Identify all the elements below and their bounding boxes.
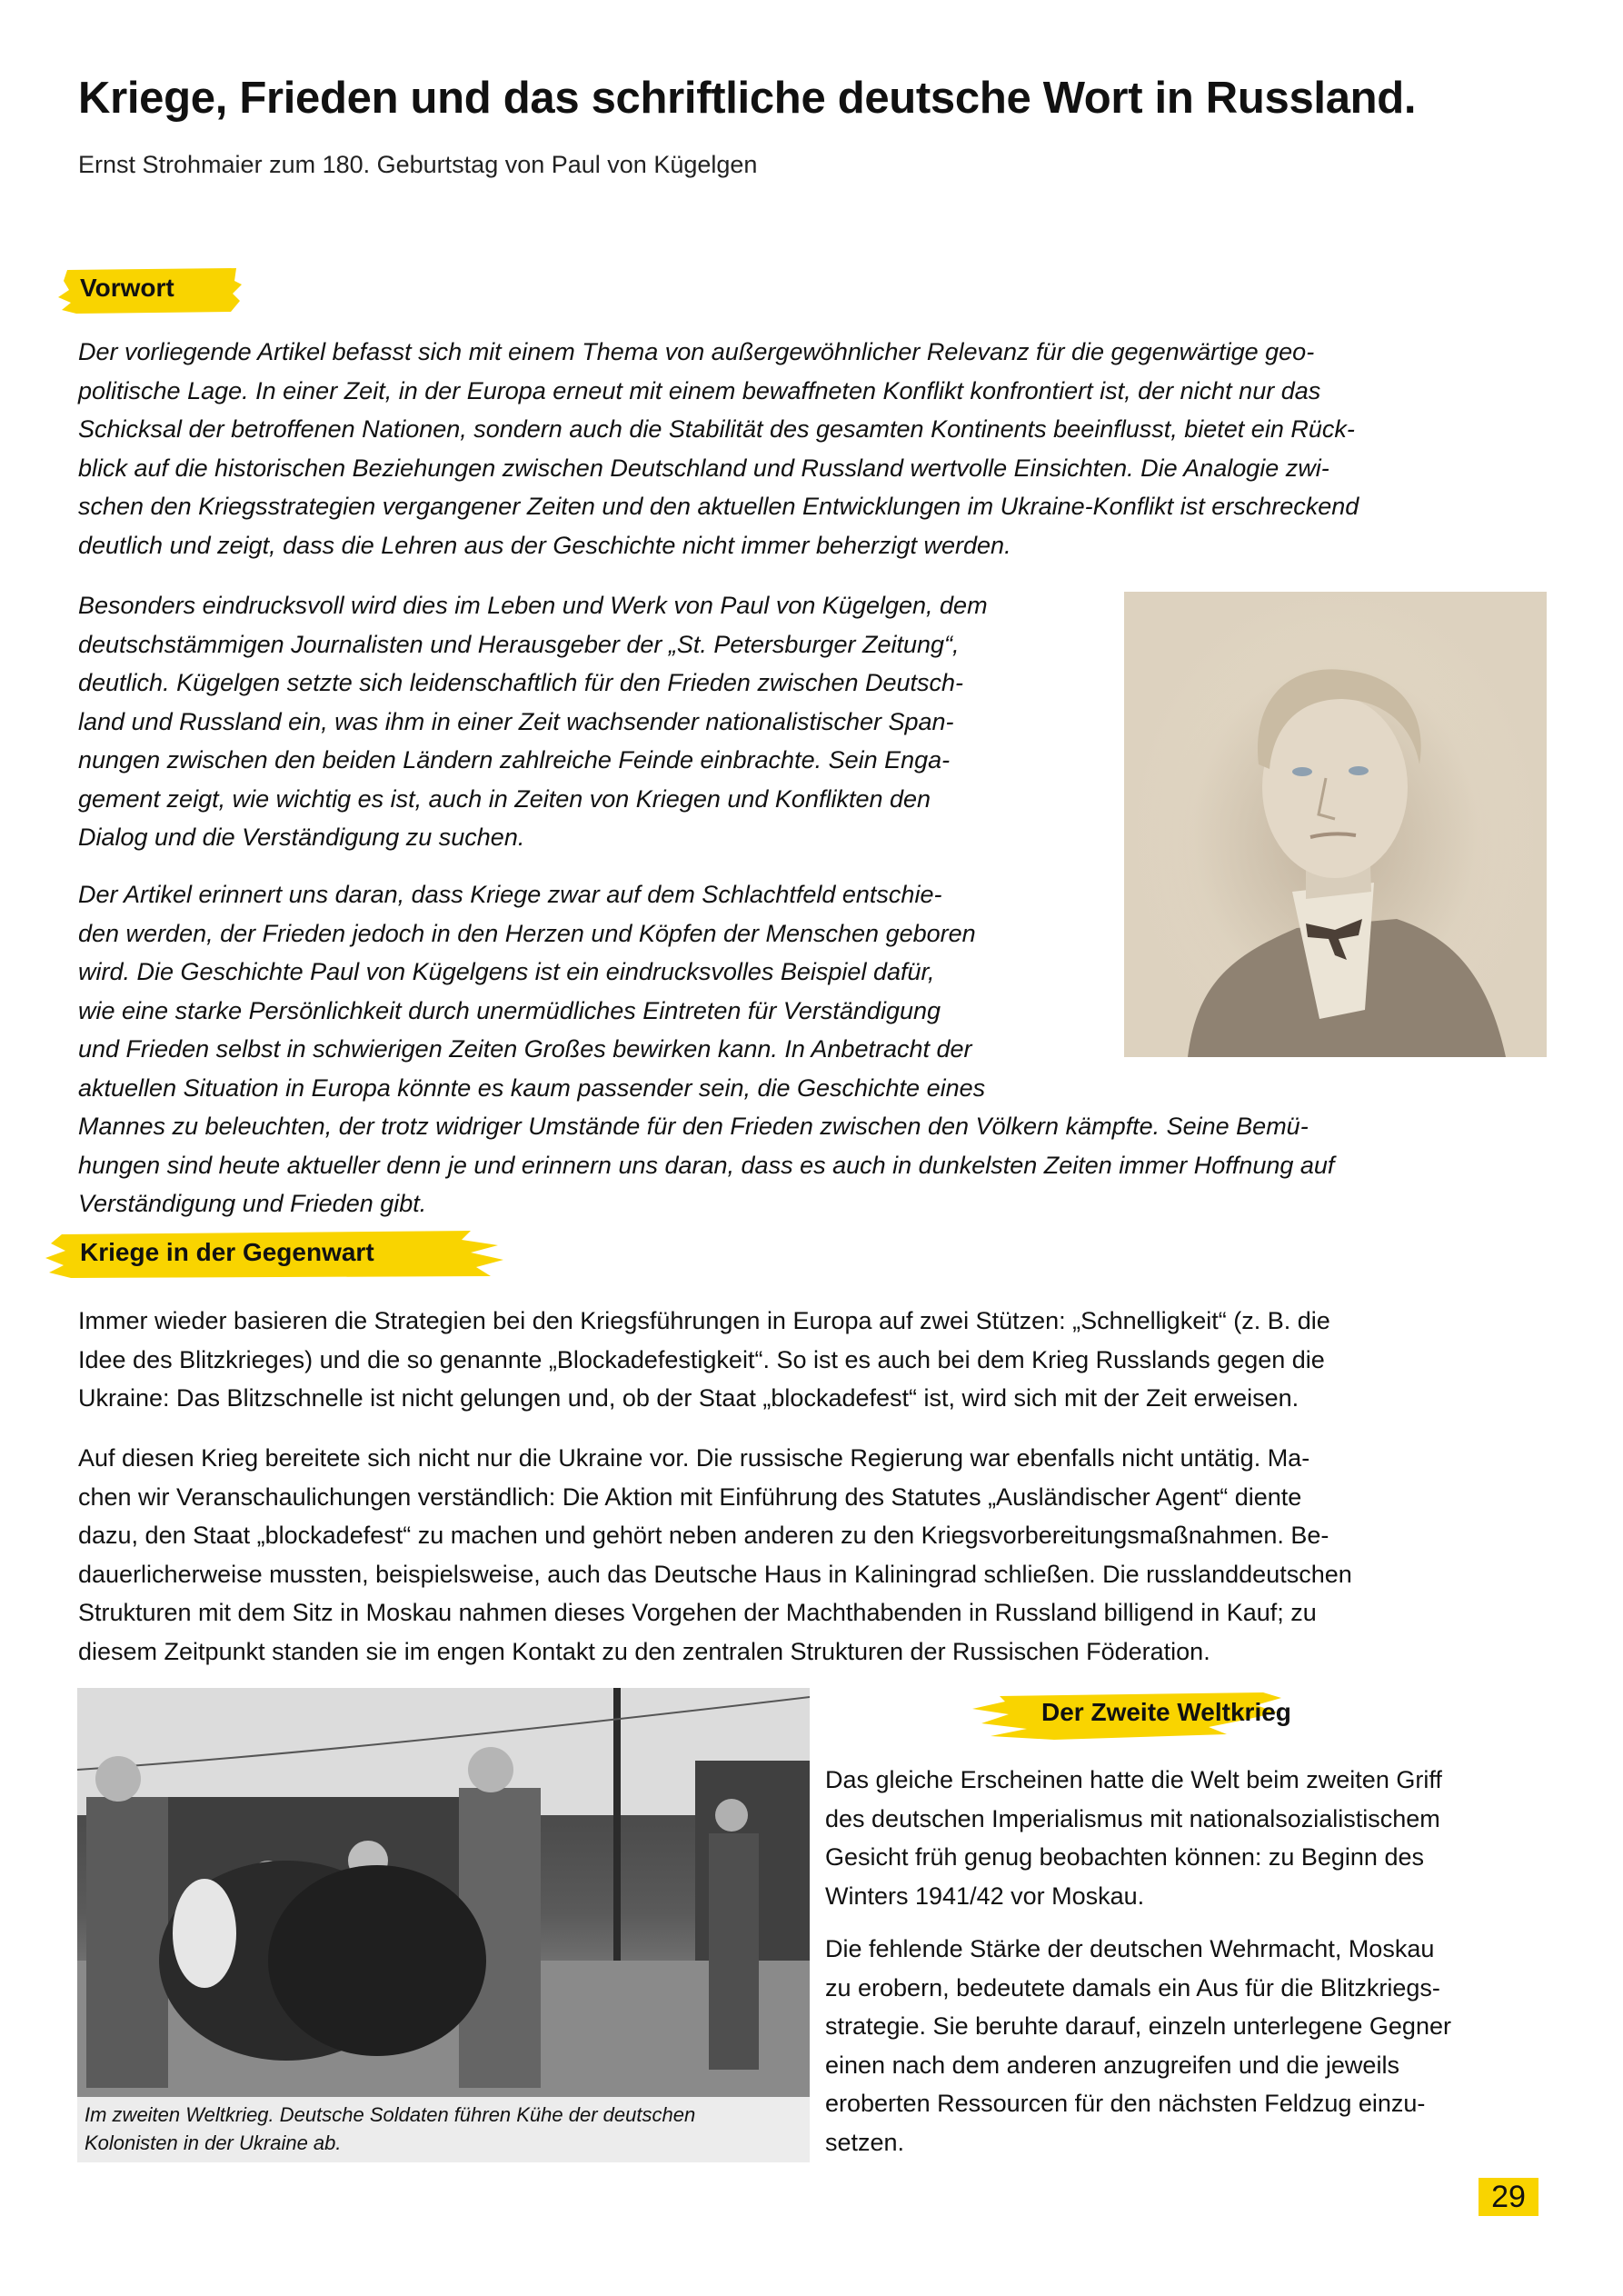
text-line: politische Lage. In einer Zeit, in der Europa erneut mit einem bewaffneten Konflikt konfrontiert ist, der nicht nur das [78, 376, 1321, 404]
vorwort-paragraph-3 [78, 875, 1334, 1223]
text-line: schen den Kriegsstrategien vergangener Zeiten und den aktuellen Entwicklungen im Ukraine-Konflikt ist erschreckend [78, 493, 1359, 520]
text-line: Gesicht früh genug beobachten können: zu Beginn des [825, 1843, 1424, 1871]
text-line: Winters 1941/42 vor Moskau. [825, 1882, 1145, 1910]
text-line: nungen zwischen den beiden Ländern zahlreiche Feinde einbrachte. Sein Enga- [78, 746, 951, 774]
text-line: Verständigung und Frieden gibt. [78, 1190, 427, 1217]
section-heading-kriege-in-der-gegenwart [44, 1227, 507, 1282]
text-line: Das gleiche Erscheinen hatte die Welt beim zweiten Griff [825, 1766, 1442, 1793]
text-line: chen wir Veranschaulichungen verständlich: Die Aktion mit Einführung des Statutes „Ausländischer Agent“ diente [78, 1482, 1302, 1511]
text-line: Idee des Blitzkrieges) und die so genannte „Blockadefestigkeit“. So ist es auch bei dem Krieg Russlands gegen die [78, 1345, 1325, 1373]
gegenwart-paragraph-1 [78, 1302, 1330, 1418]
vorwort-paragraph-1 [78, 333, 1359, 564]
text-line: zu erobern, bedeutete damals ein Aus für die Blitzkriegs- [825, 1973, 1440, 2002]
text-line: Immer wieder basieren die Strategien bei den Kriegsführungen in Europa auf zwei Stützen: „Schnelligkeit“ (z. B. die [78, 1307, 1330, 1334]
text-line: land und Russland ein, was ihm in einer Zeit wachsender nationalistischer Span- [78, 707, 954, 735]
weltkrieg-paragraph-2 [825, 1930, 1451, 2161]
text-line: aktuellen Situation in Europa könnte es kaum passender sein, die Geschichte eines [78, 1073, 986, 1102]
wwii-photo-soldiers-with-cows [77, 1688, 810, 2097]
text-line: Strukturen mit dem Sitz in Moskau nahmen dieses Vorgehen der Machthabenden in Russland billigend in Kauf; zu [78, 1599, 1317, 1626]
weltkrieg-paragraph-1 [825, 1761, 1442, 1915]
section-heading-label: Kriege in der Gegenwart [80, 1238, 374, 1266]
vorwort-paragraph-2 [78, 586, 988, 857]
text-line: des deutschen Imperialismus mit nationalsozialistischem [825, 1804, 1440, 1832]
text-line: Dialog und die Verständigung zu suchen. [78, 824, 525, 851]
section-heading-label: Vorwort [80, 274, 174, 302]
text-line: deutlich. Kügelgen setzte sich leidenschaftlich für den Frieden zwischen Deutsch- [78, 669, 964, 696]
text-line: Auf diesen Krieg bereitete sich nicht nur die Ukraine vor. Die russische Regierung war ebenfalls nicht untätig. Ma- [78, 1444, 1310, 1472]
section-heading-label: Der Zweite Weltkrieg [1041, 1698, 1291, 1726]
text-line: dauerlicherweise mussten, beispielsweise, auch das Deutsche Haus in Kaliningrad schließen. Die russlanddeutschen [78, 1560, 1352, 1588]
text-line: setzen. [825, 2128, 905, 2156]
section-heading-vorwort [55, 265, 245, 315]
text-line: Schicksal der betroffenen Nationen, sondern auch die Stabilität des gesamten Kontinents beeinflusst, bietet ein Rück- [78, 415, 1355, 443]
text-line: Der vorliegende Artikel befasst sich mit einem Thema von außergewöhnlicher Relevanz für die gegenwärtige geo- [78, 338, 1315, 365]
photo-caption-box [77, 2097, 810, 2162]
caption-line: Im zweiten Weltkrieg. Deutsche Soldaten führen Kühe der deutschen [85, 2103, 696, 2126]
wwii-photo-illustration [77, 1688, 810, 2097]
gegenwart-paragraph-2 [78, 1439, 1352, 1671]
text-line: strategie. Sie beruhte darauf, einzeln unterlegene Gegner [825, 2012, 1451, 2040]
text-line: wird. Die Geschichte Paul von Kügelgens ist ein eindrucksvolles Beispiel dafür, [78, 958, 935, 985]
text-line: deutschstämmigen Journalisten und Herausgeber der „St. Petersburger Zeitung“, [78, 630, 960, 658]
article-subtitle: Ernst Strohmaier zum 180. Geburtstag von Paul von Kügelgen [78, 151, 758, 178]
text-line: dazu, den Staat „blockadefest“ zu machen und gehört neben anderen zu den Kriegsvorbereitungsmaßnahmen. Be- [78, 1522, 1329, 1549]
text-line: den werden, der Frieden jedoch in den Herzen und Köpfen der Menschen geboren [78, 919, 976, 947]
text-line: eroberten Ressourcen für den nächsten Feldzug einzu- [825, 2090, 1426, 2117]
text-line: Der Artikel erinnert uns daran, dass Kriege zwar auf dem Schlachtfeld entschie- [78, 881, 942, 908]
text-line: blick auf die historischen Beziehungen zwischen Deutschland und Russland wertvolle Einsichten. Die Analogie zwi- [78, 454, 1329, 482]
article-title: Kriege, Frieden und das schriftliche deutsche Wort in Russland. [78, 74, 1417, 123]
caption-line: Kolonisten in der Ukraine ab. [85, 2131, 342, 2154]
text-line: wie eine starke Persönlichkeit durch unermüdliches Eintreten für Verständigung [78, 996, 941, 1024]
text-line: diesem Zeitpunkt standen sie im engen Kontakt zu den zentralen Strukturen der Russischen Föderation. [78, 1637, 1210, 1665]
photo-caption [85, 2101, 695, 2157]
text-line: Ukraine: Das Blitzschnelle ist nicht gelungen und, ob der Staat „blockadefest“ ist, wird sich mit der Zeit erweisen. [78, 1384, 1299, 1412]
page-number: 29 [1479, 2178, 1538, 2216]
text-line: gement zeigt, wie wichtig es ist, auch in Zeiten von Kriegen und Konflikten den [78, 784, 931, 813]
text-line: Die fehlende Stärke der deutschen Wehrmacht, Moskau [825, 1935, 1435, 1962]
text-line: Mannes zu beleuchten, der trotz widriger Umstände für den Frieden zwischen den Völkern kämpfte. Seine Bemü- [78, 1113, 1309, 1140]
text-line: einen nach dem anderen anzugreifen und die jeweils [825, 2051, 1399, 2079]
text-line: hungen sind heute aktueller denn je und erinnern uns daran, dass es auch in dunkelsten Zeiten immer Hoffnung auf [78, 1151, 1335, 1179]
section-heading-der-zweite-weltkrieg [972, 1683, 1290, 1747]
text-line: deutlich und zeigt, dass die Lehren aus der Geschichte nicht immer beherzigt werden. [78, 531, 1011, 559]
text-line: Besonders eindrucksvoll wird dies im Leben und Werk von Paul von Kügelgen, dem [78, 592, 988, 619]
text-line: und Frieden selbst in schwierigen Zeiten Großes bewirken kann. In Anbetracht der [78, 1035, 972, 1063]
